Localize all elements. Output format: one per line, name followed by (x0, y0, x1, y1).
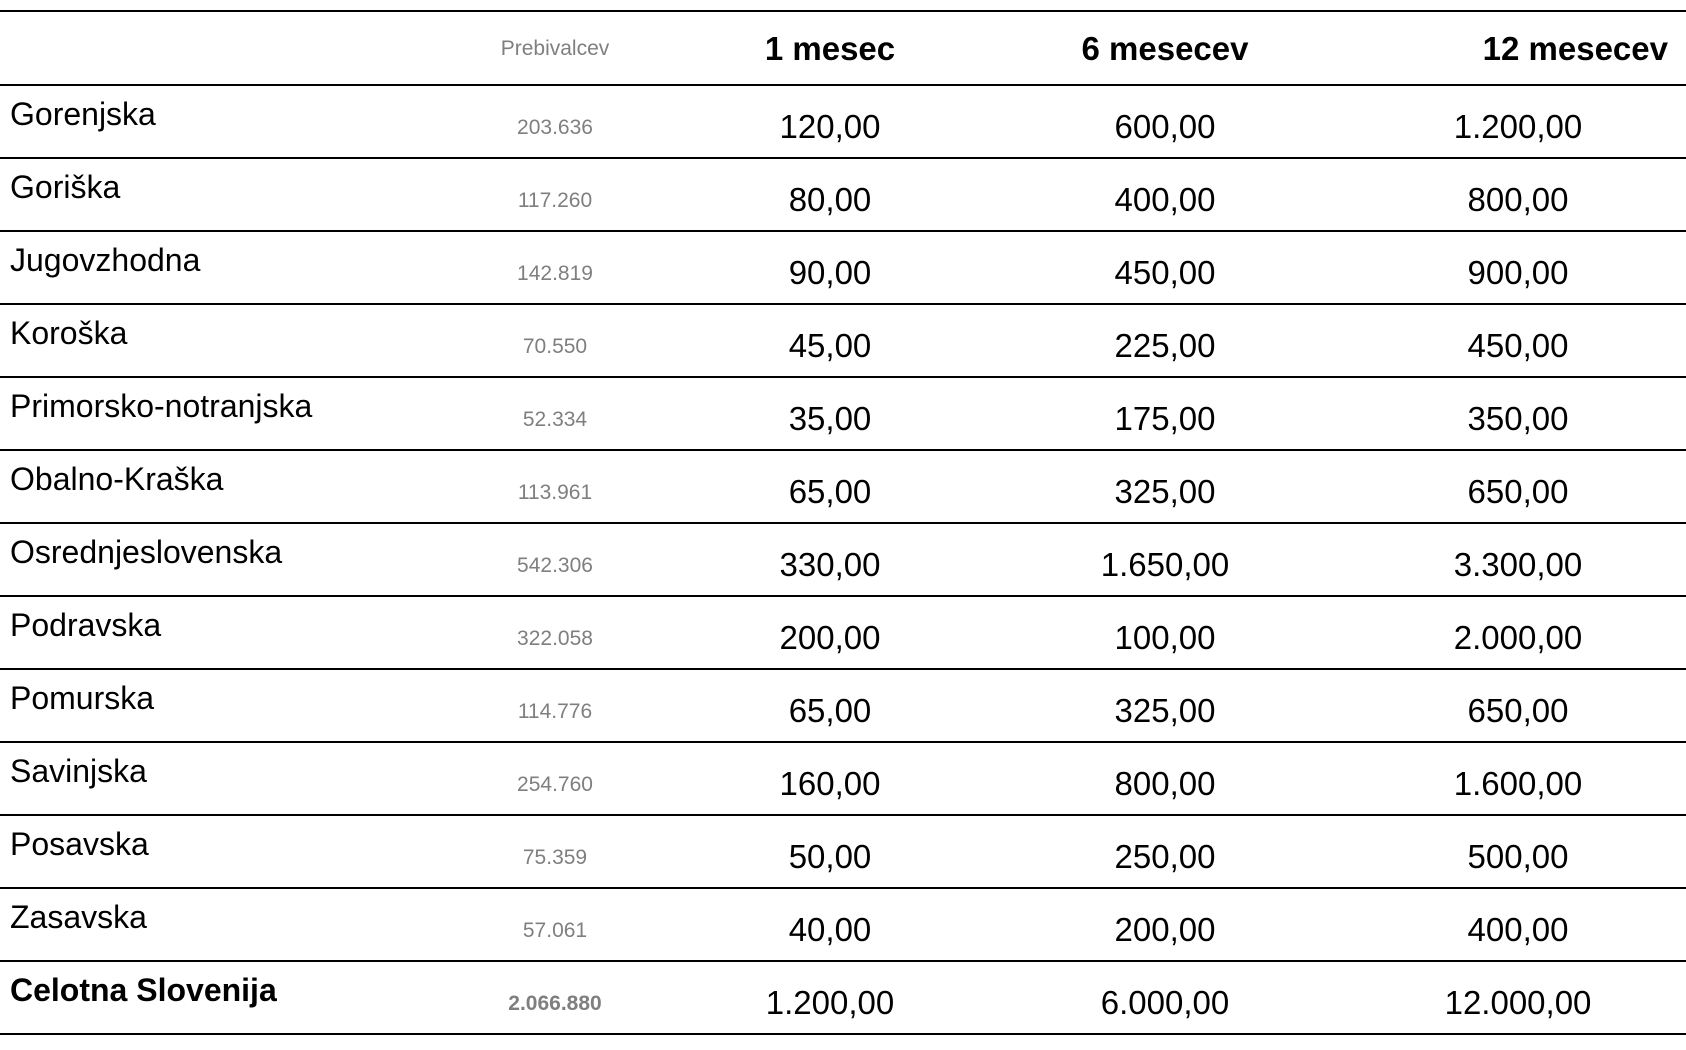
cell-population: 57.061 (522, 918, 588, 942)
table-row (0, 523, 1686, 596)
total-1-month: 1.200,00 (765, 983, 895, 1021)
table-header (0, 11, 1686, 85)
total-6-months: 6.000,00 (1100, 983, 1230, 1021)
table-row (0, 888, 1686, 961)
cell-population: 542.306 (517, 553, 593, 577)
cell-6-months: 200,00 (1114, 910, 1216, 948)
cell-region: Posavska (10, 826, 149, 862)
cell-6-months: 175,00 (1114, 399, 1216, 437)
region-price-table (0, 10, 1686, 1035)
cell-12-months: 3.300,00 (1453, 545, 1583, 583)
cell-population: 142.819 (517, 261, 593, 285)
cell-1-month: 90,00 (788, 253, 872, 291)
cell-1-month: 200,00 (779, 618, 881, 656)
cell-6-months: 450,00 (1114, 253, 1216, 291)
cell-1-month: 45,00 (788, 326, 872, 364)
cell-population: 75.359 (522, 845, 588, 869)
cell-12-months: 900,00 (1467, 253, 1569, 291)
total-row (0, 961, 1686, 1034)
header-population: Prebivalcev (500, 37, 610, 60)
cell-6-months: 100,00 (1114, 618, 1216, 656)
cell-region: Pomurska (10, 680, 155, 716)
header-row (0, 11, 1686, 85)
table-row (0, 815, 1686, 888)
table-row (0, 742, 1686, 815)
cell-region: Gorenjska (10, 96, 156, 132)
cell-12-months: 1.200,00 (1453, 107, 1583, 145)
cell-1-month: 65,00 (788, 472, 872, 510)
header-region (0, 11, 430, 85)
cell-6-months: 800,00 (1114, 764, 1216, 802)
header-12-months: 12 mesecev (1482, 30, 1668, 67)
cell-population: 254.760 (517, 772, 593, 796)
cell-population: 113.961 (517, 480, 593, 504)
cell-12-months: 450,00 (1467, 326, 1569, 364)
cell-1-month: 160,00 (779, 764, 881, 802)
total-12-months: 12.000,00 (1444, 983, 1592, 1021)
cell-region: Jugovzhodna (10, 242, 201, 278)
cell-6-months: 600,00 (1114, 107, 1216, 145)
header-1-month: 1 mesec (764, 30, 896, 67)
table-row (0, 304, 1686, 377)
table-row (0, 158, 1686, 231)
table-row (0, 231, 1686, 304)
cell-region: Savinjska (10, 753, 147, 789)
cell-population: 70.550 (522, 334, 588, 358)
cell-region: Goriška (10, 169, 121, 205)
cell-region: Primorsko-notranjska (10, 388, 313, 424)
cell-12-months: 2.000,00 (1453, 618, 1583, 656)
cell-12-months: 1.600,00 (1453, 764, 1583, 802)
cell-12-months: 800,00 (1467, 180, 1569, 218)
table-row (0, 450, 1686, 523)
cell-population: 114.776 (517, 699, 593, 723)
cell-6-months: 250,00 (1114, 837, 1216, 875)
cell-1-month: 65,00 (788, 691, 872, 729)
total-population: 2.066.880 (508, 991, 602, 1015)
table-row (0, 596, 1686, 669)
cell-1-month: 50,00 (788, 837, 872, 875)
cell-population: 203.636 (517, 115, 593, 139)
cell-12-months: 650,00 (1467, 472, 1569, 510)
table-row (0, 85, 1686, 158)
cell-12-months: 650,00 (1467, 691, 1569, 729)
cell-12-months: 500,00 (1467, 837, 1569, 875)
cell-1-month: 35,00 (788, 399, 872, 437)
cell-1-month: 120,00 (779, 107, 881, 145)
cell-6-months: 1.650,00 (1100, 545, 1230, 583)
cell-12-months: 350,00 (1467, 399, 1569, 437)
header-6-months: 6 mesecev (1081, 30, 1249, 67)
table-row (0, 377, 1686, 450)
cell-population: 117.260 (517, 188, 593, 212)
table-row (0, 669, 1686, 742)
cell-population: 322.058 (517, 626, 593, 650)
cell-6-months: 400,00 (1114, 180, 1216, 218)
cell-region: Obalno-Kraška (10, 461, 224, 497)
cell-1-month: 40,00 (788, 910, 872, 948)
cell-12-months: 400,00 (1467, 910, 1569, 948)
cell-region: Zasavska (10, 899, 147, 935)
total-region: Celotna Slovenija (10, 972, 277, 1008)
cell-6-months: 325,00 (1114, 691, 1216, 729)
cell-1-month: 330,00 (779, 545, 881, 583)
cell-region: Koroška (10, 315, 128, 351)
cell-population: 52.334 (522, 407, 588, 431)
cell-region: Osrednjeslovenska (10, 534, 283, 570)
table-body (0, 85, 1686, 1034)
cell-1-month: 80,00 (788, 180, 872, 218)
cell-6-months: 225,00 (1114, 326, 1216, 364)
cell-6-months: 325,00 (1114, 472, 1216, 510)
cell-region: Podravska (10, 607, 162, 643)
